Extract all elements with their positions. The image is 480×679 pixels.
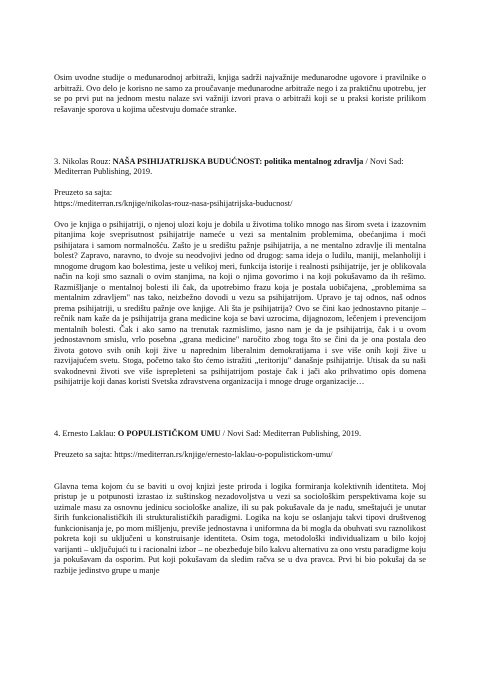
spacer <box>54 440 426 451</box>
book-3-heading <box>54 157 426 178</box>
book-4-download-line[interactable]: Preuzeto sa sajta: https://mediterran.rs/knjige/ernesto-laklau-o-populistickom-umu/ <box>54 450 333 459</box>
spacer <box>54 115 426 146</box>
spacer <box>54 388 426 419</box>
spacer <box>54 209 426 220</box>
book-3-download-label: Preuzeto sa sajta: <box>54 188 113 197</box>
book-4-prefix: 4. Ernesto Laklau: <box>54 429 118 438</box>
book-4-title: O POPULISTIČKOM UMU <box>117 429 221 438</box>
spacer <box>54 146 426 157</box>
spacer <box>54 461 426 482</box>
book-4-heading <box>54 429 426 440</box>
book-3-description: Ovo je knjiga o psihijatriji, o njenoj ulozi koju je dobila u životima toliko mnogo nas širom sveta i izazovnim pitanjima koje sveprisutnost psihijatrije nameće u vezi sa mentalnim problemima, obećanjima i moći psihijatara i samom normalnošću. Zašto je u središtu pažnje psihijatrija, a ne mentalno zdravlje ili mentalna bolest? Zapravo, naravno, to dvoje su neodvojivi jedno od drugog: sama ideja o ludilu, maniji, melanholiji i mnogome drugom kao bolestima, jeste u velikoj meri, funkcija istorije i realnosti psihijatrije, jer je oblikovala način na koji smo saznali o ovim stanjima, na koji o njima govorimo i na koji pokušavamo da ih rešimo. Razmišljanje o mentalnoj bolesti ili čak, da upotrebimo frazu koja je postala uobičajena, „problemima sa mentalnim zdravljem" nas tako, neizbežno dovodi u vezu sa psihijatrijom. Upravo je taj odnos, naš odnos prema psihijatriji, u središtu pažnje ove knjige. Ali šta je psihijatrija? Ovo se čini kao jednostavno pitanje – rečnik nam kaže da je psihijatrija grana medicine koja se bavi uzrocima, dijagnozom, lečenjem i prevencijom mentalnih bolesti. Čak i ako samo na trenutak razmislimo, jasno nam je da je psihijatrija, čak i u ovom jednostavnom smislu, vrlo posebna „grana medicine" naročito zbog toga što se čini da je ona postala deo života gotovo svih onih koji žive u naprednim liberalnim demokratijama i sve više onih koji žive u razvijajućem svetu. Stoga, početno tako što ćemo istražiti „teritoriju" današnje psihijatrije. Utisak da su naši svakodnevni životi sve više isprepleteni sa psihijatrijom postaje čak i jači ako prihvatimo opis domena psihijatrije koji danas koristi Svetska zdravstvena organizacija i mnoge druge organizacije… <box>54 219 426 386</box>
book-3-title: NAŠA PSIHIJATRIJSKA BUDUĆNOST: politika mentalnog zdravlja <box>112 156 364 166</box>
spacer <box>54 178 426 189</box>
book-3-publisher: / Novi Sad: Mediterran Publishing, 2019. <box>54 156 404 176</box>
book-4-description: Glavna tema kojom ću se baviti u ovoj knjizi jeste priroda i logika formiranja kolektivnih identiteta. Moj pristup je u potpunosti izrastao iz suštinskog nezadovoljstva u vezi sa sociološkim perspektivama koje su uzimale masu za osnovnu jedinicu sociološke analize, ili su pak pokušavale da je nađu, smeštajući je unutar širih funkcionalističkih ili strukturalističkih paradigmi. Logika na koju se oslanjaju takvi tipovi društvenog funkcionisanja je, po mom mišljenju, previše jednostavna i uniformna da bi mogla da obuhvati svu raznolikost pokreta koji su uključeni u konstruisanje identiteta. Osim toga, metodološki individualizam u bilo kojoj varijanti – uključujući tu i racionalni izbor – ne obezbeđuje bilo kakvu alternativu za ono vrstu paradigme koju ja pokušavam da osporim. Put koji pokušavam da sledim račva se u dva pravca. Prvi bi bio pokušaj da se razbije jedinstvo grupe u manje <box>54 481 426 575</box>
book-4-publisher: / Novi Sad: Mediterran Publishing, 2019. <box>220 429 362 438</box>
book-3-prefix: 3. Nikolas Rouz: <box>54 156 113 166</box>
spacer <box>54 419 426 430</box>
book-3-url[interactable]: https://mediterran.rs/knjige/nikolas-rouz-nasa-psihijatrijska-buducnost/ <box>54 198 293 208</box>
intro-paragraph: Osim uvodne studije o međunarodnoj arbitraži, knjiga sadrži najvažnije međunarodne ugovore i pravilnike o arbitraži. Ovo delo je korisno ne samo za proučavanje međunarodne arbitraže nego i za praktičnu upotrebu, jer se po prvi put na jednom mestu nalaze svi važniji izvori prava o arbitraži koji se u praksi koriste prilikom rešavanje sporova u kojima učestvuju domaće stranke. <box>54 73 426 114</box>
